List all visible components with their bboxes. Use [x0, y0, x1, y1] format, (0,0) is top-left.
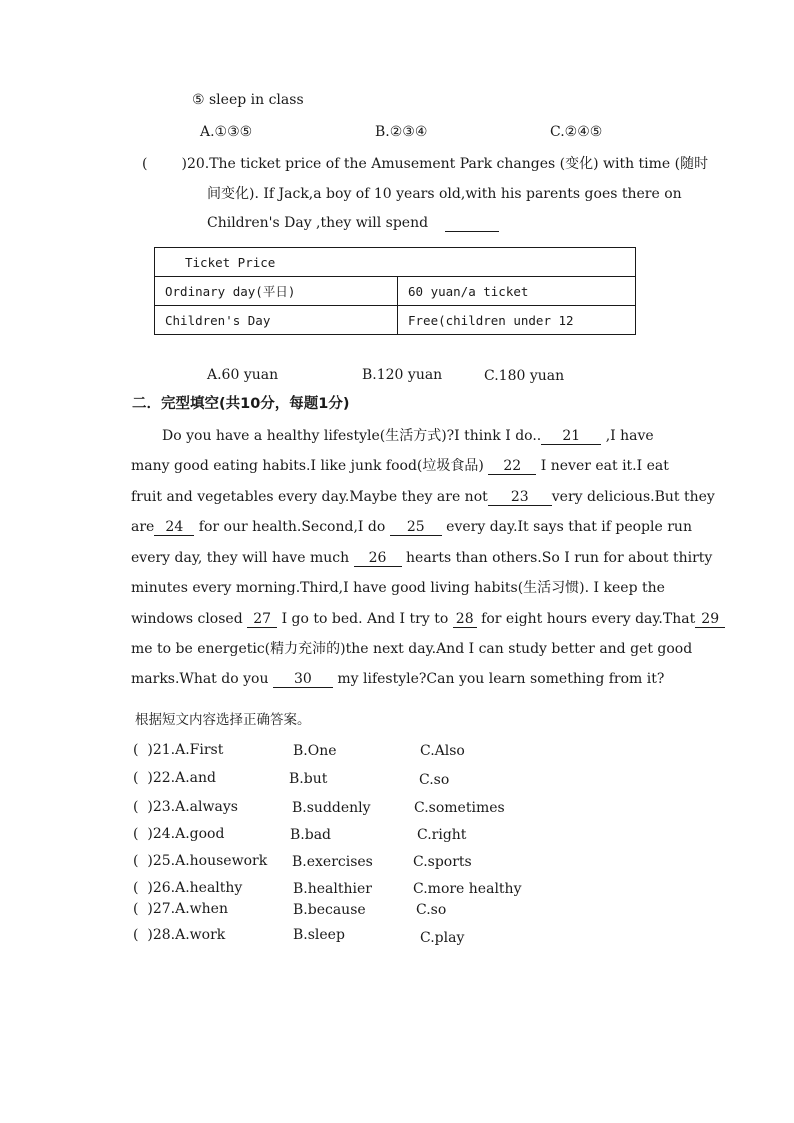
question-27-option-b: B.because	[293, 902, 366, 918]
q20-stem-1: 20.The ticket price of the Amusement Park changes (变化) with time (随时	[186, 156, 709, 172]
table-header-row	[155, 248, 636, 277]
q20-option-c: C.180 yuan	[484, 368, 565, 384]
childrens-price-cell: Free(children under 12	[398, 306, 636, 335]
question-22-option-b: B.but	[289, 771, 328, 787]
question-23	[133, 798, 238, 816]
answer-paren[interactable]: (	[133, 799, 139, 815]
cloze-blank-30[interactable]: 30	[273, 672, 333, 688]
section-2-heading: 二．完型填空(共10分，每题1分)	[132, 396, 350, 412]
passage-line-9	[131, 670, 664, 688]
question-28-option-c: C.play	[420, 930, 465, 946]
cloze-blank-26[interactable]: 26	[354, 551, 402, 567]
cloze-blank-29[interactable]: 29	[695, 612, 725, 628]
answer-paren[interactable]: (	[133, 853, 139, 869]
question-28-option-b: B.sleep	[293, 927, 345, 943]
question-option-a: )28.A.work	[147, 927, 226, 943]
question-25	[133, 852, 267, 870]
passage-line-2	[131, 457, 669, 475]
q20-line-2: 间变化). If Jack,a boy of 10 years old,with his parents goes there on	[207, 186, 682, 202]
q20-option-a: A.60 yuan	[207, 367, 279, 383]
passage-text: every day.It says that if people run	[441, 519, 692, 535]
table-row	[155, 306, 636, 335]
passage-text: I never eat it.I eat	[536, 458, 669, 474]
ticket-price-title: Ticket Price	[185, 254, 276, 270]
passage-text: my lifestyle?Can you learn something from it?	[332, 671, 665, 687]
question-26-option-c: C.more healthy	[413, 881, 522, 897]
question-option-a: )26.A.healthy	[147, 880, 243, 896]
passage-line-5	[131, 549, 712, 567]
answer-paren-close: )	[181, 156, 187, 172]
question-option-a: )24.A.good	[147, 826, 225, 842]
passage-line-7	[131, 610, 725, 628]
q20-stem-3: Children's Day ,they will spend	[207, 215, 429, 231]
question-option-a: )21.A.First	[147, 742, 224, 758]
cloze-blank-23[interactable]: 23	[488, 490, 552, 506]
passage-line-1	[162, 427, 654, 445]
passage-text: every day, they will have much	[131, 550, 354, 566]
answer-paren[interactable]: (	[133, 770, 139, 786]
cloze-blank-25[interactable]: 25	[390, 520, 442, 536]
question-22	[133, 769, 216, 787]
ordinary-day-cell: Ordinary day(平日)	[155, 277, 398, 306]
passage-line-6: minutes every morning.Third,I have good living habits(生活习惯). I keep the	[131, 580, 665, 596]
cloze-blank-28[interactable]: 28	[453, 612, 477, 628]
instruction-text: 根据短文内容选择正确答案。	[135, 712, 311, 728]
question-option-a: )23.A.always	[147, 799, 238, 815]
passage-text: fruit and vegetables every day.Maybe they are not	[131, 489, 488, 505]
question-21	[133, 741, 223, 759]
question-27	[133, 900, 228, 918]
question-23-option-c: C.sometimes	[414, 800, 505, 816]
question-option-a: )27.A.when	[147, 901, 228, 917]
passage-line-3	[131, 488, 715, 506]
q20-option-b: B.120 yuan	[362, 367, 443, 383]
question-24-option-c: C.right	[417, 827, 467, 843]
q20-answer-blank[interactable]	[445, 216, 499, 232]
cloze-blank-27[interactable]: 27	[247, 612, 277, 628]
passage-text: for our health.Second,I do	[194, 519, 390, 535]
passage-line-8: me to be energetic(精力充沛的)the next day.And I can study better and get good	[131, 641, 693, 657]
passage-text: for eight hours every day.That	[481, 611, 696, 627]
passage-text: Do you have a healthy lifestyle(生活方式)?I think I do..	[162, 428, 542, 444]
answer-paren[interactable]: (	[133, 826, 139, 842]
question-28	[133, 926, 225, 944]
passage-line-4	[131, 518, 692, 536]
q19-option-a: A.①③⑤	[200, 124, 253, 140]
answer-paren[interactable]: (	[133, 880, 139, 896]
passage-text: hearts than others.So I run for about thirty	[401, 550, 713, 566]
table-row	[155, 277, 636, 306]
answer-paren[interactable]: (	[133, 742, 139, 758]
answer-paren-open[interactable]: (	[142, 156, 148, 172]
question-26-option-b: B.healthier	[293, 881, 372, 897]
question-option-a: )22.A.and	[147, 770, 216, 786]
passage-text: I go to bed. And I try to	[281, 611, 453, 627]
passage-text: are	[131, 519, 155, 535]
question-25-option-c: C.sports	[413, 854, 472, 870]
question-option-a: )25.A.housework	[147, 853, 268, 869]
cloze-blank-24[interactable]: 24	[154, 520, 194, 536]
answer-paren[interactable]: (	[133, 901, 139, 917]
answer-paren[interactable]: (	[133, 927, 139, 943]
passage-text: many good eating habits.I like junk food(垃圾食品)	[131, 458, 484, 474]
q19-item-5: ⑤ sleep in class	[192, 92, 304, 108]
passage-text: very delicious.But they	[551, 489, 715, 505]
passage-text: windows closed	[131, 611, 248, 627]
q19-option-c: C.②④⑤	[550, 124, 603, 140]
childrens-day-cell: Children's Day	[155, 306, 398, 335]
q19-option-b: B.②③④	[375, 124, 428, 140]
cloze-blank-22[interactable]: 22	[488, 459, 536, 475]
question-23-option-b: B.suddenly	[292, 800, 371, 816]
question-24	[133, 825, 224, 843]
ticket-price-table	[154, 247, 636, 335]
question-21-option-c: C.Also	[420, 743, 465, 759]
table-header	[155, 248, 636, 277]
question-27-option-c: C.so	[416, 902, 447, 918]
q20-line-3	[207, 214, 499, 232]
question-21-option-b: B.One	[293, 743, 337, 759]
q20-line-1	[142, 155, 708, 173]
question-24-option-b: B.bad	[290, 827, 332, 843]
question-22-option-c: C.so	[419, 772, 450, 788]
ordinary-price-cell: 60 yuan/a ticket	[398, 277, 636, 306]
passage-text: marks.What do you	[131, 671, 273, 687]
question-25-option-b: B.exercises	[292, 854, 373, 870]
question-26	[133, 879, 242, 897]
cloze-blank-21[interactable]: 21	[541, 429, 601, 445]
passage-text: ,I have	[601, 428, 654, 444]
